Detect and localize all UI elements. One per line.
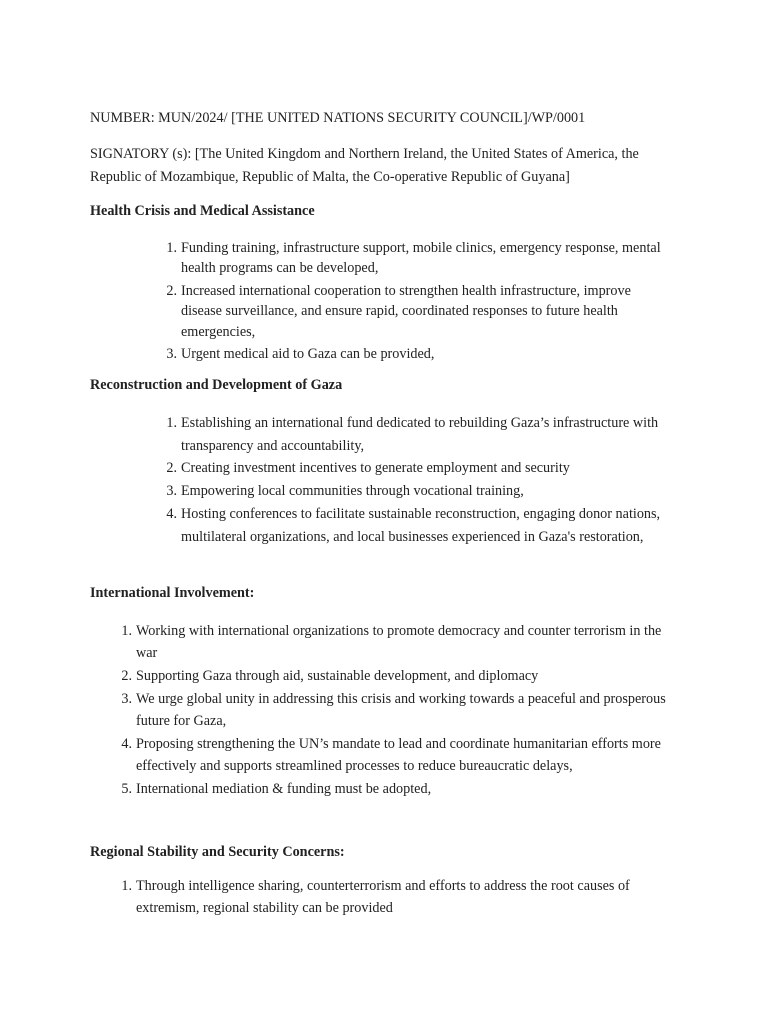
list-item-text: Increased international cooperation to strengthen health infrastructure, improve disease surveillance, and ensure rapid, coordinated responses to future health emergencies, [181,283,631,340]
section-heading-international: International Involvement: [90,585,255,601]
list-number: 4. [166,506,177,523]
list-item [166,503,661,548]
list-number: 2. [166,283,177,299]
list-item-text: Supporting Gaza through aid, sustainable development, and diplomacy [136,668,539,684]
list-item-text: Creating investment incentives to generate employment and security [181,460,570,477]
list-item-text: International mediation & funding must be adopted, [136,780,432,797]
list-number: 2. [121,668,132,684]
list-number: 1. [166,415,177,431]
list-item-text: Proposing strengthening the UN’s mandate to lead and coordinate humanitarian efforts more effectively and supports streamlined processes to reduce bureaucratic delays, [136,735,661,774]
list-item [166,457,661,480]
list-item [166,412,661,457]
list-item [166,344,661,364]
list-number: 5. [121,780,132,797]
list-item [166,238,661,279]
list-number: 3. [166,346,177,363]
list-number: 1. [121,623,132,639]
list-item-text: Working with international organizations to promote democracy and counter terrorism in the war [136,623,662,662]
section-heading-reconstruction: Reconstruction and Development of Gaza [90,377,343,393]
document-number: NUMBER: MUN/2024/ [THE UNITED NATIONS SECURITY COUNCIL]/WP/0001 [90,110,586,126]
list-item [121,778,676,800]
list-number: 1. [166,240,177,256]
list-item [121,688,676,733]
list-item-text: Urgent medical aid to Gaza can be provided, [181,346,435,363]
section-heading-regional: Regional Stability and Security Concerns: [90,844,345,860]
list-item [166,480,661,503]
international-list [121,620,676,800]
list-number: 3. [121,690,132,707]
list-item-text: Empowering local communities through vocational training, [181,483,524,500]
list-item-text: Through intelligence sharing, counterterrorism and efforts to address the root causes of extremism, regional stability can be provided [136,878,630,916]
list-item-text: Hosting conferences to facilitate sustainable reconstruction, engaging donor nations, multilateral organizations, and local businesses experienced in Gaza's restoration, [181,506,661,545]
health-list [166,238,661,367]
regional-list [121,875,676,921]
list-item [121,733,676,778]
list-number: 2. [166,460,177,477]
list-number: 4. [121,735,132,752]
reconstruction-list [166,412,661,549]
list-item [121,665,676,687]
list-item-text: Establishing an international fund dedicated to rebuilding Gaza’s infrastructure with transparency and accountability, [181,415,659,454]
list-item [121,620,676,665]
list-item-text: Funding training, infrastructure support, mobile clinics, emergency response, mental health programs can be developed, [181,240,661,277]
list-item-text: We urge global unity in addressing this crisis and working towards a peaceful and prosperous future for Gaza, [136,690,666,729]
list-item [166,281,661,342]
list-number: 3. [166,483,177,500]
signatory-line: SIGNATORY (s): [The United Kingdom and Northern Ireland, the United States of America, the Republic of Mozambique, Republic of Malta, the Co-operative Republic of Guyana] [90,146,639,185]
list-item [121,875,676,919]
list-number: 1. [121,878,132,894]
section-heading-health: Health Crisis and Medical Assistance [90,203,315,219]
